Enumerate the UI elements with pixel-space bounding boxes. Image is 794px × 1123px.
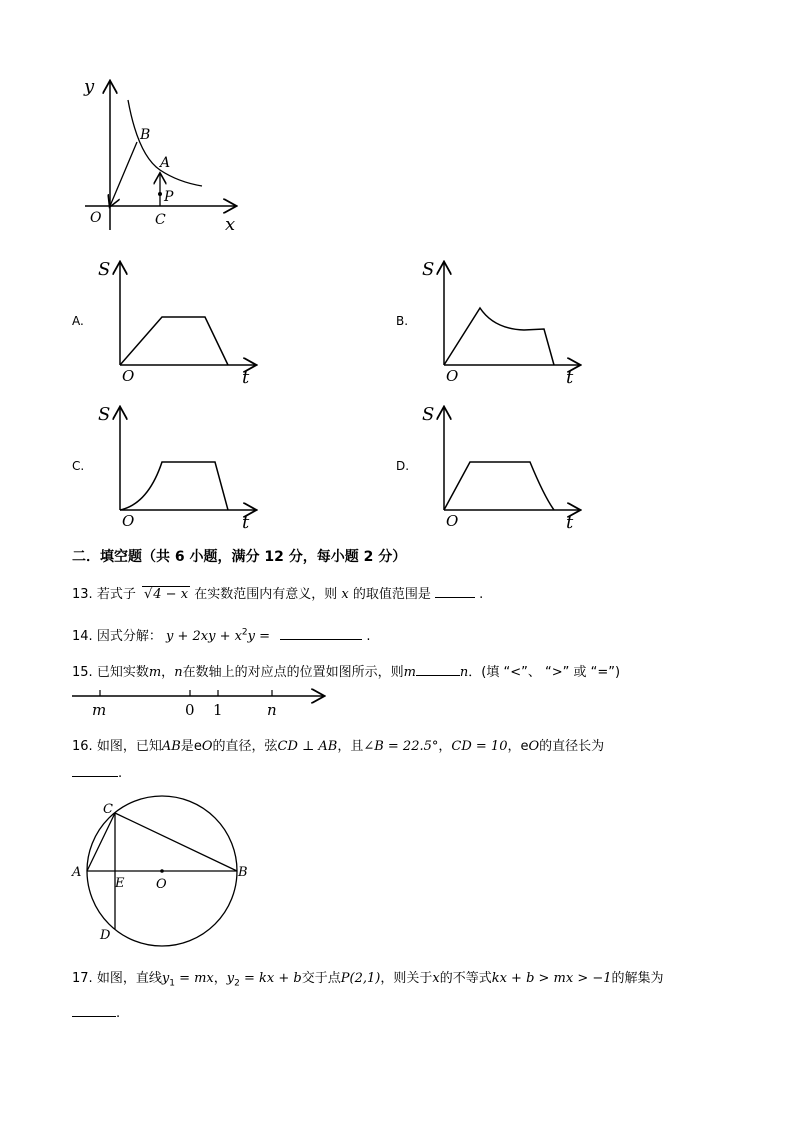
q15-n: n	[174, 665, 183, 680]
q15-mid: 在数轴上的对应点的位置如图所示，则	[182, 665, 404, 680]
q15-axis-m-label: m	[92, 701, 107, 719]
q17-t1: 交于点	[301, 971, 341, 986]
q17-answer-blank[interactable]	[72, 1016, 116, 1017]
q16-t6: 的直径长为	[539, 739, 605, 754]
q17-y2-rhs: = kx + b	[239, 971, 302, 986]
q15-axis-one-label: 1	[213, 701, 223, 719]
q13-mid: 在实数范围内有意义，则	[194, 587, 338, 602]
origin-label: O	[90, 210, 102, 226]
q15-axis-zero-label: 0	[185, 701, 195, 719]
q17-answer-line	[72, 1006, 120, 1021]
q16-t3: ，且	[337, 739, 364, 754]
q17-end: .	[116, 1006, 121, 1021]
q16-end: .	[118, 766, 123, 781]
option-c-curve	[120, 462, 228, 510]
point-p-dot	[158, 192, 162, 196]
question-15	[72, 661, 620, 680]
q17-ineq: kx + b > mx > −1	[491, 971, 612, 986]
option-d-o-label: O	[446, 512, 459, 530]
q13-radicand: 4 − x	[153, 587, 189, 602]
q15-axis-n-label: n	[267, 701, 277, 719]
option-b-s-label: S	[422, 259, 435, 280]
option-c-t-label: t	[242, 512, 250, 533]
q17-point-p: P(2,1)	[340, 971, 381, 986]
q16-o1: O	[201, 739, 213, 754]
option-b-letter: B.	[396, 314, 409, 328]
q17-sep: ，	[213, 971, 227, 986]
q15-number-line	[68, 684, 333, 720]
q15-comma: ，	[161, 665, 175, 680]
q16-t4: ，	[438, 739, 452, 754]
q16-segment-ac	[87, 813, 115, 871]
q13-end: .	[479, 587, 484, 602]
q13-var: x	[341, 587, 349, 602]
y-axis-label: y	[84, 76, 95, 97]
x-axis-label: x	[225, 214, 236, 235]
q16-label-e: E	[115, 876, 125, 891]
q15-number: 15.	[72, 665, 93, 680]
q17-y1-sub: 1	[169, 978, 175, 989]
q15-pre: 已知实数	[96, 665, 149, 680]
option-c-letter: C.	[72, 459, 85, 473]
q16-pre: 如图，已知	[96, 739, 162, 754]
q16-t5: ，	[507, 739, 521, 754]
q14-pre: 因式分解：	[96, 629, 162, 644]
q16-answer-blank[interactable]	[72, 776, 118, 777]
q16-label-c: C	[103, 802, 113, 817]
q14-expr-a: y + 2xy + x	[165, 629, 242, 644]
option-c-s-label: S	[98, 404, 111, 425]
option-a-t-label: t	[242, 367, 250, 388]
option-d-letter: D.	[396, 459, 410, 473]
option-a-graph	[90, 255, 265, 390]
q17-y1: y	[161, 971, 170, 986]
q16-angle: ∠B = 22.5°	[363, 739, 439, 754]
q13-pre: 若式子	[96, 587, 136, 602]
option-b-o-label: O	[446, 367, 459, 385]
q16-center-dot	[160, 869, 164, 873]
q16-t1: 是	[180, 739, 194, 754]
q15-hint: ．(填 “<”、 “>” 或 “=”)	[468, 665, 621, 680]
q16-number: 16.	[72, 739, 93, 754]
q17-t2: ，则关于	[380, 971, 433, 986]
q13-radical: √4 − x	[143, 587, 189, 602]
q13-answer-blank[interactable]	[435, 597, 475, 598]
section-title: 二．填空题（共 6 小题，满分 12 分，每小题 2 分）	[72, 549, 407, 565]
q16-label-b: B	[238, 865, 248, 880]
option-a-s-label: S	[98, 259, 111, 280]
question-14	[72, 625, 370, 644]
option-b-t-label: t	[566, 367, 574, 388]
option-d-t-label: t	[566, 512, 574, 533]
q14-end: .	[366, 629, 371, 644]
q16-label-o: O	[156, 877, 167, 892]
point-b-label: B	[140, 127, 151, 143]
q16-o2: O	[528, 739, 540, 754]
option-b-curve	[444, 308, 554, 365]
q17-number: 17.	[72, 971, 93, 986]
q15-answer-blank[interactable]	[416, 675, 460, 676]
point-c-label: C	[155, 212, 166, 228]
option-d-s-label: S	[422, 404, 435, 425]
q17-t3: 的不等式	[439, 971, 492, 986]
q16-t2: 的直径，弦	[212, 739, 278, 754]
option-d-graph	[414, 400, 589, 535]
q16-cd-perp: CD ⊥ AB	[277, 739, 338, 754]
q16-cd-len: CD = 10	[451, 739, 508, 754]
q16-label-d: D	[100, 928, 111, 943]
option-a-o-label: O	[122, 367, 135, 385]
point-p-label: P	[164, 189, 174, 205]
question-13	[72, 583, 483, 602]
option-c-o-label: O	[122, 512, 135, 530]
q14-expr-b: y =	[247, 629, 271, 644]
option-d-curve	[444, 462, 554, 510]
segment-ob	[110, 142, 137, 206]
option-a-curve	[120, 317, 228, 365]
q15-m: m	[148, 665, 162, 680]
q14-number: 14.	[72, 629, 93, 644]
option-a-letter: A.	[72, 314, 84, 328]
q14-expr-sup: 2	[241, 627, 248, 638]
q16-circ1: e	[193, 739, 202, 754]
q16-answer-line	[72, 766, 122, 781]
q17-y1-rhs: = mx	[174, 971, 214, 986]
q17-x: x	[432, 971, 440, 986]
point-a-label: A	[160, 155, 171, 171]
option-c-graph	[90, 400, 265, 535]
question-17	[72, 967, 664, 989]
q16-circ2: e	[520, 739, 529, 754]
q14-answer-blank[interactable]	[280, 639, 362, 640]
q16-ab: AB	[161, 739, 181, 754]
q13-number: 13.	[72, 587, 93, 602]
q17-y2: y	[226, 971, 235, 986]
q16-label-a: A	[72, 865, 82, 880]
hyperbola-curve	[128, 100, 202, 186]
q15-m2: m	[403, 665, 416, 680]
q15-n2: n	[459, 665, 469, 680]
option-b-graph	[414, 255, 589, 390]
top-figure	[70, 70, 250, 240]
q17-pre: 如图，直线	[96, 971, 162, 986]
question-16	[72, 735, 604, 754]
q17-y2-sub: 2	[234, 978, 240, 989]
q16-circle-figure	[68, 792, 258, 952]
q13-post: 的取值范围是	[352, 587, 431, 602]
q17-t4: 的解集为	[611, 971, 664, 986]
